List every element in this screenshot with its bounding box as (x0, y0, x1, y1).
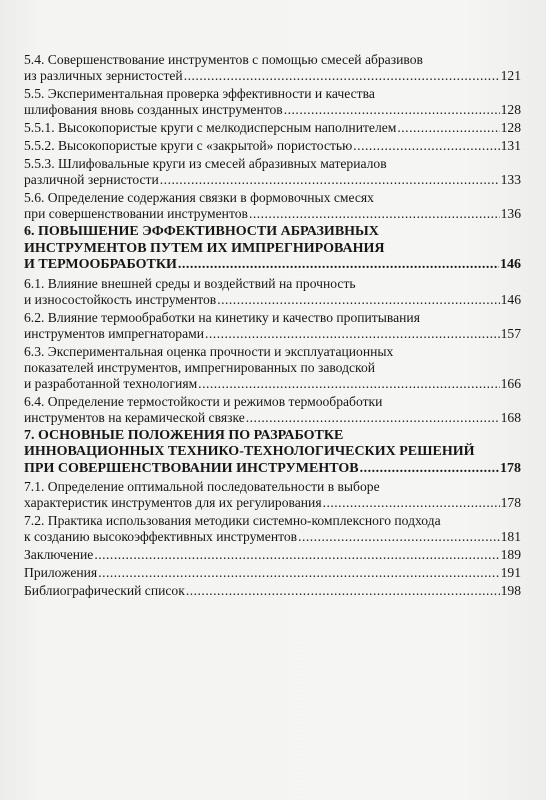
dot-leader (217, 292, 499, 308)
toc-entry (24, 52, 521, 84)
toc-entry-title: шлифования вновь созданных инструментов (24, 102, 283, 117)
toc-entry-line: показателей инструментов, импрегнированных по заводской (24, 359, 376, 375)
toc-entry-last-line (24, 376, 521, 392)
toc-entry-title: из различных зернистостей (24, 68, 183, 83)
toc-entry (24, 513, 521, 545)
dot-leader (198, 376, 499, 392)
toc-page-number: 178 (500, 495, 521, 510)
toc-entry-title: Библиографический список (24, 583, 185, 598)
toc-page-number: 198 (500, 583, 521, 598)
toc-entry-last-line (24, 583, 521, 599)
toc-page-number: 146 (500, 257, 521, 272)
toc-entry (24, 583, 521, 599)
toc-page-number: 157 (500, 325, 521, 341)
toc-entry-line: 7.2. Практика использования методики системно-комплексного подхода (24, 513, 441, 528)
toc-page-number: 128 (500, 102, 521, 117)
toc-page-number: 128 (500, 120, 521, 135)
dot-leader (353, 138, 499, 154)
toc-entry-last-line (24, 138, 521, 154)
toc-entry-last-line (24, 257, 521, 274)
dot-leader (246, 410, 500, 426)
toc-entry-title: Приложения (24, 565, 98, 580)
toc-entry-line: ИНСТРУМЕНТОВ ПУТЕМ ИХ ИМПРЕГНИРОВАНИЯ (24, 240, 385, 256)
dot-leader (178, 257, 499, 274)
toc-entry-last-line (24, 410, 521, 426)
toc-entry-last-line (24, 326, 521, 342)
toc-entry-title: Заключение (24, 547, 94, 562)
toc-entry-title: различной зернистости (24, 172, 159, 187)
toc-page-number: 189 (500, 547, 521, 562)
toc-entry-last-line (24, 461, 521, 478)
toc-entry-title: и разработанной технологиям (24, 375, 198, 391)
toc-entry-last-line (24, 120, 521, 136)
toc-page-number: 181 (500, 529, 521, 544)
toc-entry (24, 86, 521, 118)
toc-entry-line: 7. ОСНОВНЫЕ ПОЛОЖЕНИЯ ПО РАЗРАБОТКЕ (24, 427, 344, 443)
toc-entry-last-line (24, 292, 521, 308)
toc-entry-line: 6.2. Влияние термообработки на кинетику и качество пропитывания (24, 309, 420, 325)
toc-entry (24, 310, 521, 342)
toc-page-number: 191 (500, 565, 521, 580)
toc-entry-last-line (24, 529, 521, 545)
toc-entry-line: 5.6. Определение содержания связки в формовочных смесях (24, 190, 374, 205)
toc-entry-title: ПРИ СОВЕРШЕНСТВОВАНИИ ИНСТРУМЕНТОВ (24, 460, 359, 476)
toc-entry-line: 5.5.3. Шлифовальные круги из смесей абразивных материалов (24, 156, 387, 171)
toc-entry (24, 138, 521, 154)
toc-entry-title: 5.5.2. Высокопористые круги с «закрытой» пористостью (24, 138, 353, 153)
toc-entry (24, 479, 521, 511)
dot-leader (284, 102, 500, 118)
toc-entry-line: 6.1. Влияние внешней среды и воздействий на прочность (24, 275, 356, 291)
toc-entry (24, 120, 521, 136)
dot-leader (184, 68, 500, 84)
toc-entry (24, 190, 521, 222)
toc-entry-last-line (24, 206, 521, 222)
dot-leader (323, 495, 500, 511)
dot-leader (160, 172, 500, 188)
toc-entry-last-line (24, 68, 521, 84)
toc-entry-line: 7.1. Определение оптимальной последовательности в выборе (24, 479, 380, 494)
toc-entry-title: И ТЕРМООБРАБОТКИ (24, 257, 177, 272)
toc-chapter-entry (24, 428, 521, 478)
dot-leader (397, 120, 499, 136)
toc-page-number: 146 (500, 291, 521, 307)
toc-entry-line: 5.5. Экспериментальная проверка эффективности и качества (24, 86, 375, 101)
dot-leader (360, 461, 499, 478)
dot-leader (94, 547, 499, 563)
toc-entry-title: инструментов на керамической связке (24, 409, 245, 425)
toc-page-number: 133 (500, 172, 521, 187)
toc-entry-line: 6.3. Экспериментальная оценка прочности и эксплуатационных (24, 343, 394, 359)
toc-entry-line: 6. ПОВЫШЕНИЕ ЭФФЕКТИВНОСТИ АБРАЗИВНЫХ (24, 224, 379, 239)
toc-entry (24, 394, 521, 426)
toc-entry-title: и износостойкость инструментов (24, 291, 217, 307)
toc-entry (24, 547, 521, 563)
toc-entry-last-line (24, 102, 521, 118)
toc-entry-title: 5.5.1. Высокопористые круги с мелкодисперсным наполнителем (24, 120, 397, 135)
dot-leader (186, 583, 500, 599)
toc-page-number: 166 (500, 375, 521, 391)
toc-entry-title: характеристик инструментов для их регулирования (24, 495, 322, 510)
dot-leader (249, 206, 500, 222)
toc-entry-title: инструментов импрегнаторами (24, 325, 204, 341)
toc-page-number: 168 (500, 409, 521, 425)
toc-entry-title: к созданию высокоэффективных инструментов (24, 529, 298, 544)
toc-page-number: 136 (500, 206, 521, 221)
toc-entry-last-line (24, 547, 521, 563)
toc-entry-line: 5.4. Совершенствование инструментов с помощью смесей абразивов (24, 52, 423, 67)
dot-leader (98, 565, 499, 581)
toc-chapter-entry (24, 224, 521, 274)
table-of-contents (24, 52, 521, 601)
toc-entry-last-line (24, 495, 521, 511)
toc-page-number: 121 (500, 68, 521, 83)
toc-entry (24, 276, 521, 308)
toc-entry (24, 156, 521, 188)
toc-page-number: 178 (500, 460, 521, 476)
toc-entry-line: 6.4. Определение термостойкости и режимов термообработки (24, 393, 383, 409)
dot-leader (205, 326, 500, 342)
dot-leader (298, 529, 500, 545)
toc-entry-line: ИННОВАЦИОННЫХ ТЕХНИКО-ТЕХНОЛОГИЧЕСКИХ РЕШЕНИЙ (24, 444, 475, 459)
toc-page-number: 131 (500, 138, 521, 153)
toc-entry (24, 565, 521, 581)
toc-entry-title: при совершенствовании инструментов (24, 206, 248, 221)
toc-entry-last-line (24, 172, 521, 188)
toc-entry (24, 344, 521, 392)
toc-entry-last-line (24, 565, 521, 581)
